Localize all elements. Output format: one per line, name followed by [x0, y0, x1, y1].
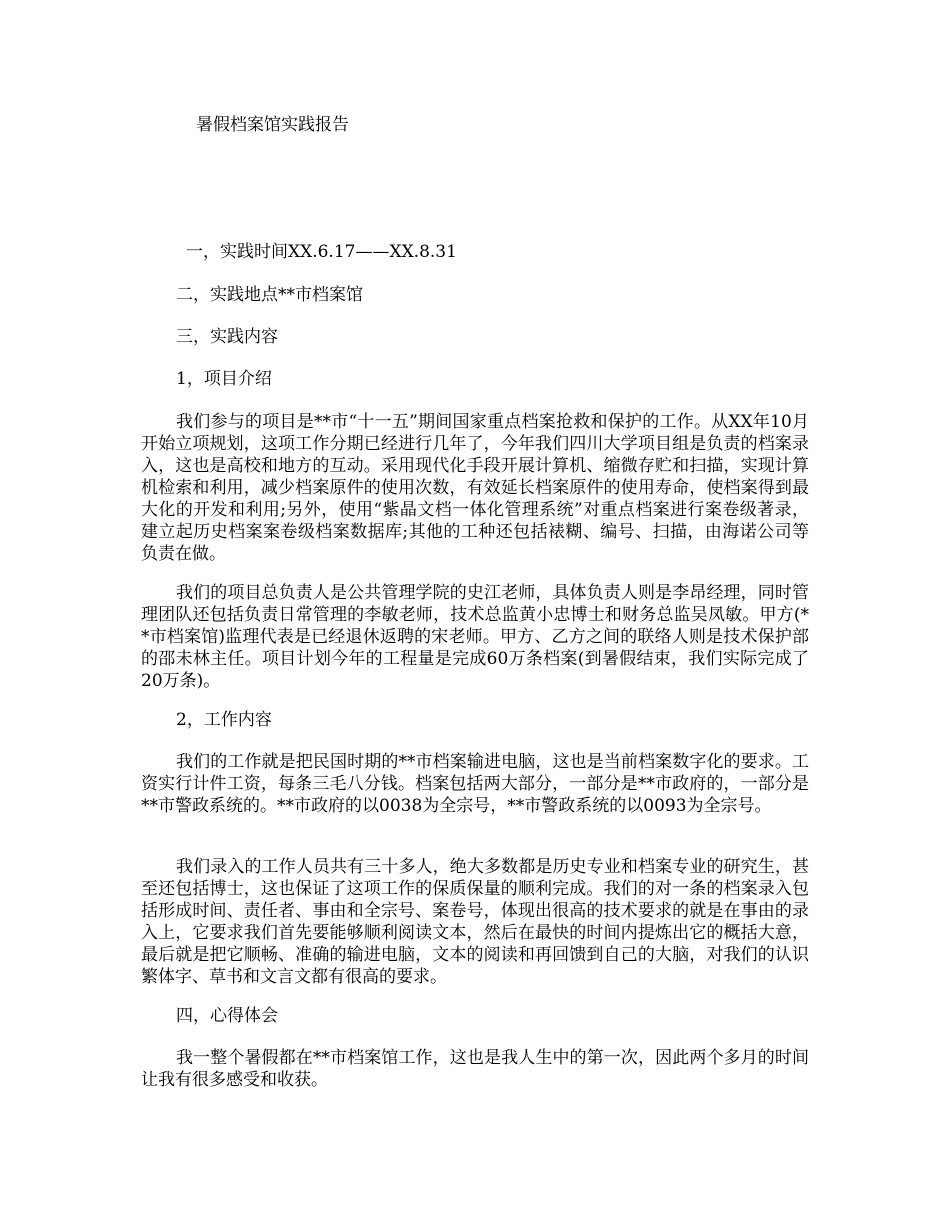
- paragraph-staff: 我们录入的工作人员共有三十多人，绝大多数都是历史专业和档案专业的研究生，甚至还包括博士，这也保证了这项工作的保质保量的顺利完成。我们的对一条的档案录入包括形成时间、责任者、事由和全宗号、案卷号，体现出很高的技术要求的就是在事由的录入上，它要求我们首先要能够顺利阅读文本，然后在最快的时间内提炼出它的概括大意，最后就是把它顺畅、准确的输进电脑，文本的阅读和再回馈到自己的大脑，对我们的认识繁体字、草书和文言文都有很高的要求。: [141, 857, 809, 987]
- section-place: 二，实践地点**市档案馆: [176, 285, 363, 305]
- section-time: 一，实践时间XX.6.17——XX.8.31: [186, 242, 457, 262]
- paragraph-team: 我们的项目总负责人是公共管理学院的史江老师，具体负责人则是李昂经理，同时管理团队还包括负责日常管理的李敏老师，技术总监黄小忠博士和财务总监吴凤敏。甲方(**市档案馆)监理代表是已经退休返聘的宋老师。甲方、乙方之间的联络人则是技术保护部的邵未林主任。项目计划今年的工程量是完成60万条档案(到暑假结束，我们实际完成了20万条)。: [141, 583, 809, 691]
- section-content: 三，实践内容: [176, 327, 278, 347]
- paragraph-experience: 我一整个暑假都在**市档案馆工作，这也是我人生中的第一次，因此两个多月的时间让我有很多感受和收获。: [141, 1048, 809, 1090]
- document-title: 暑假档案馆实践报告: [196, 115, 349, 135]
- subsection-work-content: 2，工作内容: [176, 710, 272, 730]
- section-experience: 四，心得体会: [176, 1006, 278, 1026]
- paragraph-work: 我们的工作就是把民国时期的**市档案输进电脑，这也是当前档案数字化的要求。工资实行计件工资，每条三毛八分钱。档案包括两大部分，一部分是**市政府的，一部分是**市警政系统的。**市政府的以0038为全宗号，**市警政系统的以0093为全宗号。: [141, 752, 809, 816]
- paragraph-project-intro: 我们参与的项目是**市“十一五”期间国家重点档案抢救和保护的工作。从XX年10月开始立项规划，这项工作分期已经进行几年了，今年我们四川大学项目组是负责的档案录入，这也是高校和地方的互动。采用现代化手段开展计算机、缩微存贮和扫描，实现计算机检索和利用，减少档案原件的使用次数，有效延长档案原件的使用寿命，使档案得到最大化的开发和利用;另外，使用“紫晶文档一体化管理系统”对重点档案进行案卷级著录，建立起历史档案案卷级档案数据库;其他的工种还包括裱糊、编号、扫描，由海诺公司等负责在做。: [141, 412, 809, 564]
- subsection-project-intro: 1，项目介绍: [176, 369, 272, 389]
